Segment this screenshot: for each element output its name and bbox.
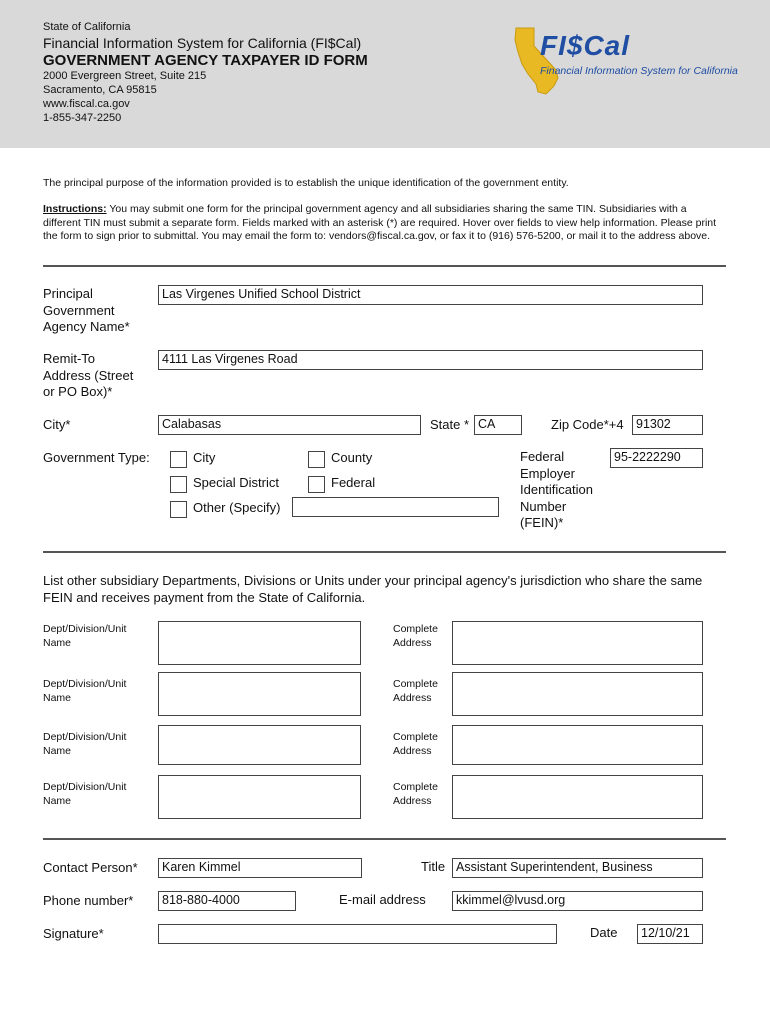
date-field[interactable]: 12/10/21 — [637, 924, 703, 944]
complete-address-label: Complete Address — [393, 623, 438, 649]
gov-type-label: Government Type: — [43, 450, 150, 465]
zip-field[interactable]: 91302 — [632, 415, 703, 435]
county-checkbox[interactable] — [308, 451, 325, 468]
logo-wordmark: FI$Cal — [540, 30, 631, 61]
remit-address-label: Remit-To Address (Street or PO Box)* — [43, 351, 134, 399]
dept-name-label: Dept/Division/Unit Name — [43, 678, 127, 704]
dept-name-label: Dept/Division/Unit Name — [43, 623, 127, 649]
agency-name-field[interactable]: Las Virgenes Unified School District — [158, 285, 703, 305]
complete-address-field[interactable] — [452, 621, 703, 665]
city-option-label: City — [193, 450, 216, 465]
dept-name-field[interactable] — [158, 621, 361, 665]
system-name: Financial Information System for California (FI$Cal) — [43, 35, 362, 51]
dept-name-label: Dept/Division/Unit Name — [43, 731, 127, 757]
city-label: City* — [43, 417, 71, 432]
phone-field[interactable]: 818-880-4000 — [158, 891, 296, 911]
zip-label: Zip Code*+4 — [551, 417, 624, 432]
county-option-label: County — [331, 450, 373, 465]
special-district-option-label: Special District — [193, 475, 279, 490]
fein-field[interactable]: 95-2222290 — [610, 448, 703, 468]
instructions-text — [43, 203, 723, 244]
city-checkbox[interactable] — [170, 451, 187, 468]
complete-address-field[interactable] — [452, 672, 703, 716]
fiscal-logo — [512, 26, 752, 98]
email-label: E-mail address — [339, 892, 426, 907]
website-link[interactable]: www.fiscal.ca.gov — [43, 98, 130, 110]
phone-label: Phone number* — [43, 893, 134, 908]
dept-name-field[interactable] — [158, 672, 361, 716]
date-label: Date — [590, 925, 618, 940]
special-district-checkbox[interactable] — [170, 476, 187, 493]
federal-option-label: Federal — [331, 475, 376, 490]
form-title: GOVERNMENT AGENCY TAXPAYER ID FORM — [43, 52, 368, 69]
state-label: State of California — [43, 21, 131, 33]
signature-label: Signature* — [43, 926, 104, 941]
federal-checkbox[interactable] — [308, 476, 325, 493]
form-header — [0, 0, 770, 148]
other-specify-field[interactable] — [292, 497, 499, 517]
complete-address-label: Complete Address — [393, 781, 438, 807]
address-line-street: 2000 Evergreen Street, Suite 215 — [43, 70, 207, 82]
dept-name-label: Dept/Division/Unit Name — [43, 781, 127, 807]
contact-person-label: Contact Person* — [43, 860, 138, 875]
instructions-body: You may submit one form for the principal government agency and all subsidiaries sharing the same TIN. Subsidiaries with a different TIN must submit a separate form. Fields marked with an asterisk (*) are required. Hover over fields to view help information. Please print the form to sign prior to submittal. You may email the form to: vendors@fiscal.ca.gov, or fax it to (916) 576-5200, or mail it to the address above. — [43, 203, 717, 242]
other-option-label: Other (Specify) — [193, 500, 281, 515]
divider — [43, 838, 726, 840]
dept-name-field[interactable] — [158, 725, 361, 765]
complete-address-field[interactable] — [452, 725, 703, 765]
complete-address-label: Complete Address — [393, 731, 438, 757]
divider — [43, 265, 726, 267]
dept-name-field[interactable] — [158, 775, 361, 819]
contact-person-field[interactable]: Karen Kimmel — [158, 858, 362, 878]
divider — [43, 551, 726, 553]
remit-address-field[interactable]: 4111 Las Virgenes Road — [158, 350, 703, 370]
other-checkbox[interactable] — [170, 501, 187, 518]
logo-tagline: Financial Information System for California — [540, 65, 738, 77]
address-line-city: Sacramento, CA 95815 — [43, 84, 157, 96]
email-field[interactable]: kkimmel@lvusd.org — [452, 891, 703, 911]
signature-field[interactable] — [158, 924, 557, 944]
agency-name-label: Principal Government Agency Name* — [43, 286, 130, 334]
purpose-text: The principal purpose of the information provided is to establish the unique identification of the government entity. — [43, 177, 569, 189]
instructions-label: Instructions: — [43, 203, 107, 215]
phone-line: 1-855-347-2250 — [43, 112, 122, 124]
fein-label: Federal Employer Identification Number (FEIN)* — [520, 449, 593, 530]
subsidiaries-heading: List other subsidiary Departments, Divisions or Units under your principal agency's jurisdiction who share the same FEIN and receives payment from the State of California. — [43, 573, 703, 605]
state-label: State * — [430, 417, 470, 432]
title-field[interactable]: Assistant Superintendent, Business — [452, 858, 703, 878]
complete-address-field[interactable] — [452, 775, 703, 819]
city-field[interactable]: Calabasas — [158, 415, 421, 435]
title-label: Title — [421, 859, 446, 874]
complete-address-label: Complete Address — [393, 678, 438, 704]
state-field[interactable]: CA — [474, 415, 522, 435]
